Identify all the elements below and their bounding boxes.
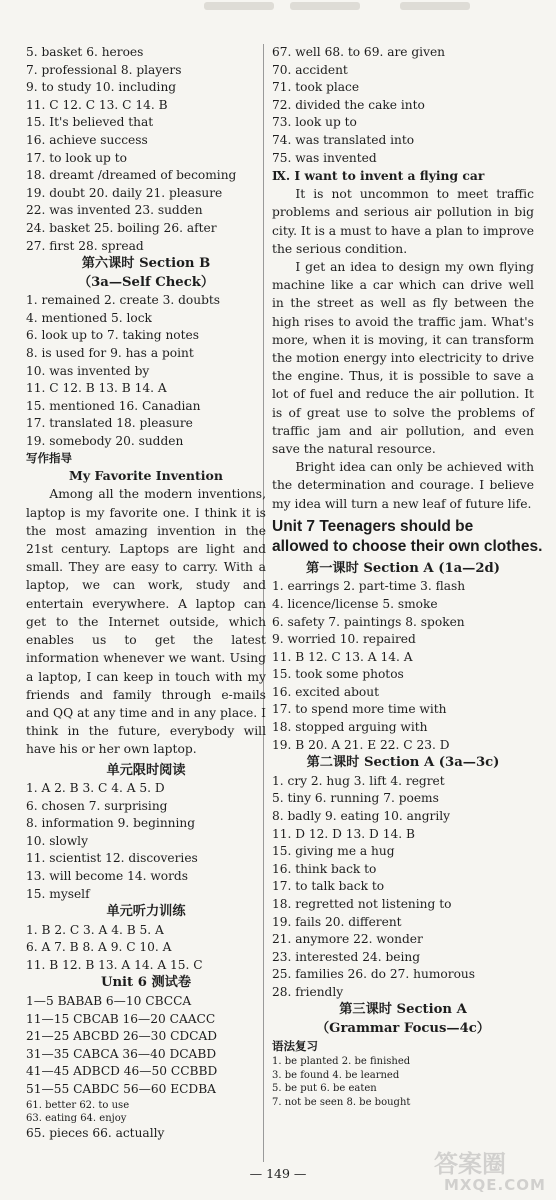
right-column xyxy=(272,44,543,1109)
answer-line: 73. look up to xyxy=(272,115,357,130)
answers-block-a xyxy=(26,44,266,255)
page-number: — 149 — xyxy=(249,1166,307,1181)
answer-line: 4. licence/license 5. smoke xyxy=(272,596,438,611)
answer-line: 5. basket 6. heroes xyxy=(26,45,144,59)
watermark-logo xyxy=(434,1144,550,1196)
answer-line: 6. safety 7. paintings 8. spoken xyxy=(272,614,465,629)
answer-line: 15. myself xyxy=(26,886,90,901)
answer-line: 9. to study 10. including xyxy=(26,80,177,95)
lesson3-title: 第三课时 Section A xyxy=(339,1002,467,1018)
listening-answers xyxy=(26,922,266,975)
essay-paragraph: Bright idea can only be achieved with the determination and courage. I believe my idea will turn a new leaf of future life. xyxy=(272,460,534,511)
unit7-title-line: allowed to choose their own clothes. xyxy=(272,537,543,555)
answer-line: 25. families 26. do 27. humorous xyxy=(272,967,476,982)
answer-line: 65. pieces 66. actually xyxy=(26,1126,165,1141)
answer-line: 5. be put 6. be eaten xyxy=(272,1083,377,1095)
answer-line: 10. slowly xyxy=(26,833,88,848)
unit6-test-answers xyxy=(26,993,266,1143)
answer-line: 9. worried 10. repaired xyxy=(272,632,416,647)
top-scan-strip xyxy=(0,0,556,20)
lesson2-answers xyxy=(272,773,534,1002)
answer-line: 16. achieve success xyxy=(26,132,148,147)
listening-section-title: 单元听力训练 xyxy=(106,904,186,920)
reading-section-title: 单元限时阅读 xyxy=(106,762,186,778)
answer-line: 19. fails 20. different xyxy=(272,914,402,929)
answer-line: 8. is used for 9. has a point xyxy=(26,345,194,360)
answer-line: 11. C 12. C 13. C 14. B xyxy=(26,97,168,112)
lesson1-answers xyxy=(272,578,534,754)
answer-line: 11—15 CBCAB 16—20 CAACC xyxy=(26,1011,216,1026)
answer-line: 5. tiny 6. running 7. poems xyxy=(272,791,439,806)
answer-line: 1—5 BABAB 6—10 CBCCA xyxy=(26,993,192,1008)
answer-line: 51—55 CABDC 56—60 ECDBA xyxy=(26,1081,216,1096)
answer-line: 10. was invented by xyxy=(26,363,150,378)
answer-line: 1. remained 2. create 3. doubts xyxy=(26,293,221,308)
answer-line: 13. will become 14. words xyxy=(26,868,188,883)
answer-line: 27. first 28. spread xyxy=(26,238,144,253)
answer-line: 6. chosen 7. surprising xyxy=(26,798,168,813)
watermark-url: MXQE.COM xyxy=(444,1176,546,1194)
answer-line: 15. took some photos xyxy=(272,667,404,682)
answer-line: 21—25 ABCBD 26—30 CDCAD xyxy=(26,1029,218,1044)
lesson2-title: 第二课时 Section A (3a—3c) xyxy=(306,755,500,771)
essay-paragraph: It is not uncommon to meet traffic problems and serious air pollution in big city. It is a must to have a plan to improve the serious condition. xyxy=(272,187,534,256)
answer-line: 24. basket 25. boiling 26. after xyxy=(26,220,217,235)
answer-line: 1. be planted 2. be finished xyxy=(272,1056,411,1068)
answers-block-c xyxy=(272,44,534,167)
answer-line: 16. excited about xyxy=(272,684,380,699)
answer-line: 17. to talk back to xyxy=(272,879,385,894)
answer-line: 17. to look up to xyxy=(26,150,127,165)
answer-line: 8. information 9. beginning xyxy=(26,816,196,831)
answer-line: 17. to spend more time with xyxy=(272,702,447,717)
answer-line: 1. cry 2. hug 3. lift 4. regret xyxy=(272,773,445,788)
answer-line: 19. doubt 20. daily 21. pleasure xyxy=(26,185,223,200)
answer-line: 74. was translated into xyxy=(272,132,415,147)
unit7-title xyxy=(272,517,543,557)
essay-paragraph: I get an idea to design my own flying machine like a car which can drive well in the street as well as fly between the high rises to avoid the traffic jam. What's more, when it is moving, it can transform the motion energy into electricity to drive the engine. Thus, it is possible to save a lot of fuel and reduce the air pollution. It is of great use to solve the problems of traffic jam and air pollution, and even save the natural resource. xyxy=(272,259,534,456)
answer-line: 11. D 12. D 13. D 14. B xyxy=(272,826,415,841)
answer-line: 17. translated 18. pleasure xyxy=(26,416,193,431)
grammar-answers xyxy=(272,1055,534,1109)
answer-line: 11. scientist 12. discoveries xyxy=(26,851,198,866)
writing-guide-label: 写作指导 xyxy=(26,451,72,466)
answer-line: 11. B 12. B 13. A 14. A 15. C xyxy=(26,957,203,972)
answer-line: 11. B 12. C 13. A 14. A xyxy=(272,649,413,664)
section-9-heading: Ⅸ. I want to invent a flying car xyxy=(272,168,485,184)
answer-line: 61. better 62. to use xyxy=(26,1099,130,1111)
answer-line: 63. eating 64. enjoy xyxy=(26,1112,127,1124)
answer-line: 15. mentioned 16. Canadian xyxy=(26,398,201,413)
answer-line: 3. be found 4. be learned xyxy=(272,1069,400,1081)
answer-line: 31—35 CABCA 36—40 DCABD xyxy=(26,1046,217,1061)
answer-line: 7. professional 8. players xyxy=(26,62,182,77)
answer-line: 19. somebody 20. sudden xyxy=(26,433,184,448)
answer-line: 15. It's believed that xyxy=(26,115,154,130)
answer-line: 18. dreamt /dreamed of becoming xyxy=(26,168,237,183)
answer-line: 71. took place xyxy=(272,80,360,95)
answer-line: 19. B 20. A 21. E 22. C 23. D xyxy=(272,737,450,752)
answer-line: 75. was invented xyxy=(272,150,377,165)
answer-line: 1. B 2. C 3. A 4. B 5. A xyxy=(26,922,164,937)
essay-title: My Favorite Invention xyxy=(69,468,223,484)
answer-line: 8. badly 9. eating 10. angrily xyxy=(272,808,451,823)
answer-line: 22. was invented 23. sudden xyxy=(26,203,203,218)
answer-line: 70. accident xyxy=(272,62,348,77)
answer-line: 4. mentioned 5. lock xyxy=(26,310,152,325)
answer-line: 1. earrings 2. part-time 3. flash xyxy=(272,579,466,594)
reading-answers xyxy=(26,780,266,903)
answer-line: 6. A 7. B 8. A 9. C 10. A xyxy=(26,940,172,955)
lesson6-subtitle: （3a—Self Check） xyxy=(77,274,215,290)
unit7-title-line: Unit 7 Teenagers should be xyxy=(272,517,474,535)
answers-block-b xyxy=(26,292,266,450)
answer-line: 7. not be seen 8. be bought xyxy=(272,1096,411,1108)
unit6-test-title: Unit 6 测试卷 xyxy=(100,975,192,991)
lesson6-title: 第六课时 Section B xyxy=(81,256,211,272)
grammar-review-label: 语法复习 xyxy=(272,1039,318,1054)
answer-line: 28. friendly xyxy=(272,984,344,999)
answer-line: 1. A 2. B 3. C 4. A 5. D xyxy=(26,781,165,796)
answer-line: 23. interested 24. being xyxy=(272,949,421,964)
lesson3-subtitle: （Grammar Focus—4c） xyxy=(316,1020,490,1036)
answer-line: 15. giving me a hug xyxy=(272,844,395,859)
answer-line: 41—45 ADBCD 46—50 CCBBD xyxy=(26,1064,218,1079)
essay-paragraph: Among all the modern inventions, laptop is my favorite one. I think it is the most amazing invention in the 21st century. Laptops are light and small. They are easy to carry. With a laptop, we can work, study and entertain everywhere. A laptop can get to the Internet outside, which enables us to get the latest information whenever we want. Using a laptop, I can keep in touch with my friends and family through e-mails and QQ at any time and in any place. I think in the future, everybody will have his or her own laptop. xyxy=(26,487,266,757)
answer-line: 11. C 12. B 13. B 14. A xyxy=(26,381,167,396)
answer-line: 18. stopped arguing with xyxy=(272,720,428,735)
answer-line: 18. regretted not listening to xyxy=(272,896,452,911)
left-column xyxy=(26,44,266,1143)
watermark-text: 答案圈 xyxy=(434,1150,506,1178)
answer-line: 72. divided the cake into xyxy=(272,97,425,112)
answer-line: 16. think back to xyxy=(272,861,377,876)
lesson1-title: 第一课时 Section A (1a—2d) xyxy=(306,560,500,576)
answer-line: 21. anymore 22. wonder xyxy=(272,932,423,947)
answer-line: 6. look up to 7. taking notes xyxy=(26,328,199,343)
answer-line: 67. well 68. to 69. are given xyxy=(272,45,446,59)
